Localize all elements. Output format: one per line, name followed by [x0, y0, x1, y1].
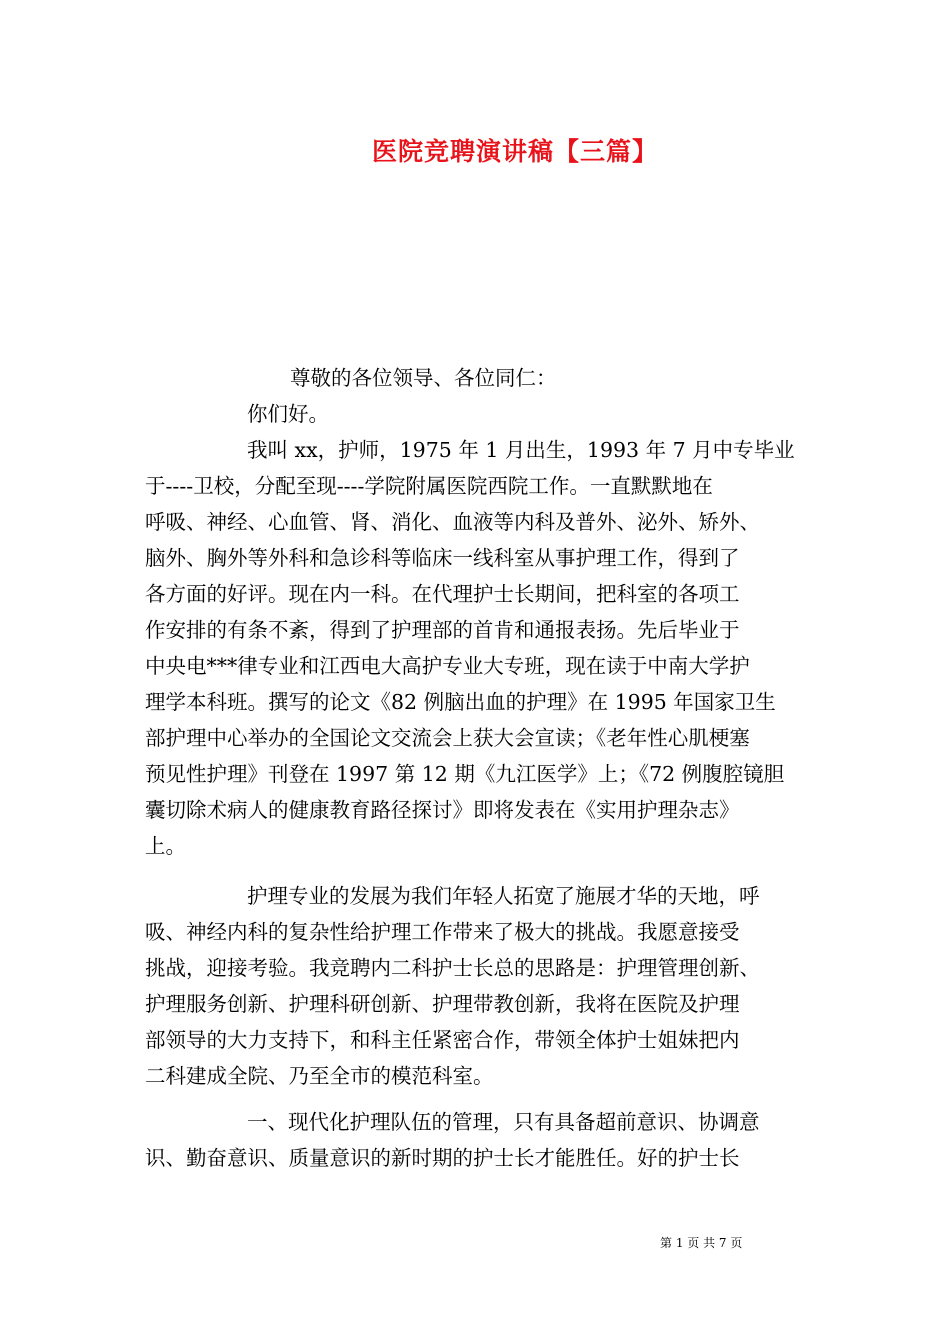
paragraph-line: 各方面的好评。现在内一科。在代理护士长期间，把科室的各项工 — [145, 582, 740, 606]
paragraph-line: 作安排的有条不紊，得到了护理部的首肯和通报表扬。先后毕业于 — [145, 618, 740, 642]
paragraph-line: 中央电***律专业和江西电大高护专业大专班，现在读于中南大学护 — [145, 654, 750, 678]
page-number: 第 1 页 共 7 页 — [660, 1236, 743, 1250]
paragraph-line: 预见性护理》刊登在 1997 第 12 期《九江医学》上；《72 例腹腔镜胆 — [145, 762, 785, 786]
paragraph-line: 呼吸、神经、心血管、肾、消化、血液等内科及普外、泌外、矫外、 — [145, 510, 760, 534]
document-title: 医院竞聘演讲稿【三篇】 — [371, 137, 658, 166]
paragraph-line: 吸、神经内科的复杂性给护理工作带来了极大的挑战。我愿意接受 — [145, 920, 740, 944]
paragraph-line: 一、现代化护理队伍的管理，只有具备超前意识、协调意 — [247, 1110, 760, 1134]
salutation: 尊敬的各位领导、各位同仁： — [290, 366, 557, 390]
paragraph-line: 于----卫校，分配至现----学院附属医院西院工作。一直默默地在 — [145, 474, 713, 498]
paragraph-line: 护理服务创新、护理科研创新、护理带教创新，我将在医院及护理 — [145, 992, 740, 1016]
paragraph-line: 识、勤奋意识、质量意识的新时期的护士长才能胜任。好的护士长 — [145, 1146, 740, 1170]
paragraph-line: 上。 — [145, 834, 186, 858]
paragraph-line: 二科建成全院、乃至全市的模范科室。 — [145, 1064, 494, 1088]
paragraph-line: 我叫 xx，护师，1975 年 1 月出生，1993 年 7 月中专毕业 — [247, 438, 795, 462]
paragraph-line: 护理专业的发展为我们年轻人拓宽了施展才华的天地，呼 — [247, 884, 760, 908]
paragraph-line: 脑外、胸外等外科和急诊科等临床一线科室从事护理工作，得到了 — [145, 546, 740, 570]
paragraph-line: 部领导的大力支持下，和科主任紧密合作，带领全体护士姐妹把内 — [145, 1028, 740, 1052]
greeting: 你们好。 — [247, 402, 329, 426]
paragraph-line: 挑战，迎接考验。我竞聘内二科护士长总的思路是：护理管理创新、 — [145, 956, 760, 980]
paragraph-line: 理学本科班。撰写的论文《82 例脑出血的护理》在 1995 年国家卫生 — [145, 690, 776, 714]
paragraph-line: 部护理中心举办的全国论文交流会上获大会宣读；《老年性心肌梗塞 — [145, 726, 750, 750]
paragraph-line: 囊切除术病人的健康教育路径探讨》即将发表在《实用护理杂志》 — [145, 798, 740, 822]
